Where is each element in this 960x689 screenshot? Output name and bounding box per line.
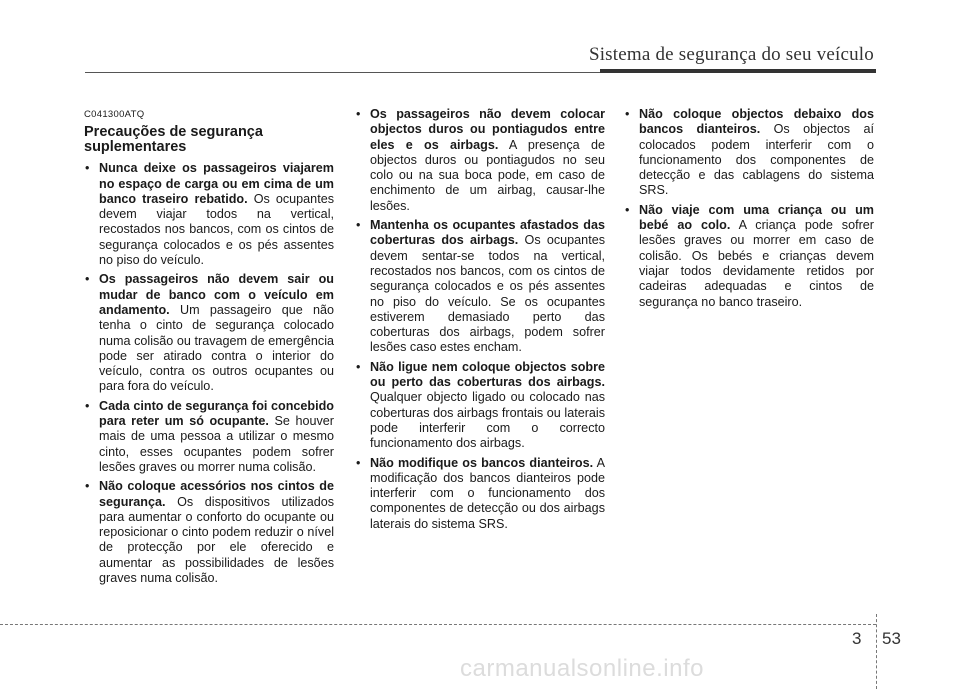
list-item (84, 479, 334, 586)
item-text: A modificação dos bancos dianteiros pode interferir com o funcionamento dos componentes de detecção ou dos airbags laterais do sistema SRS. (370, 455, 605, 531)
item-text: Os dispositivos utilizados para aumentar o conforto do ocupante ou reposicionar o cinto podem reduzir o nível de protecção por ele oferecido e aumentar as possibilidades de lesões graves numa colisão. (99, 494, 334, 586)
page-number: 53 (882, 629, 901, 648)
watermark: carmanualsonline.info (460, 655, 704, 682)
column-1 (84, 107, 334, 590)
header-title: Sistema de segurança do seu veículo (588, 44, 874, 65)
header-rule (85, 72, 605, 73)
item-text: A presença de objectos duros ou pontiagudos no seu colo ou na sua boca pode, em caso de enchimento de um airbag, causar-lhe lesões. (370, 137, 605, 213)
item-text: Qualquer objecto ligado ou colocado nas coberturas dos airbags frontais ou laterais pode interferir com o correcto funcionamento dos airbags. (370, 390, 605, 451)
item-bold: Mantenha os ocupantes afastados das coberturas dos airbags. (370, 218, 605, 248)
list-item (84, 161, 334, 268)
item-text: Um passageiro que não tenha o cinto de segurança colocado numa colisão ou travagem de emergência pode ser atirado contra o interior do veículo, contra os outros ocupantes ou para fora do veículo. (99, 302, 335, 394)
item-bold: Não viaje com uma criança ou um bebé ao colo. (639, 202, 874, 233)
item-text: Os ocupantes devem sentar-se todos na vertical, recostados nos bancos, com os cintos de segurança colocados e os pés assentes no piso do veículo. Se os ocupantes estiverem demasiado perto das coberturas dos airbags, podem sofrer lesões caso estes encham. (370, 233, 605, 355)
column-2 (355, 107, 605, 536)
item-text: A criança pode sofrer lesões graves ou morrer em caso de colisão. Os bebés e crianças devem viajar todos devidamente retidos por cadeiras adequadas e cintos de segurança no banco traseiro. (639, 218, 874, 309)
item-bold: Cada cinto de segurança foi concebido para reter um só ocupante. (99, 398, 334, 429)
bullet-icon: • (356, 218, 361, 233)
item-text: Os objectos aí colocados podem interferir com o funcionamento dos componentes de detecção e das cablagens do sistema SRS. (639, 122, 874, 198)
item-bold: Os passageiros não devem colocar objectos duros ou pontiagudos entre eles e os airbags. (370, 107, 605, 152)
footer-divider (876, 614, 877, 689)
bullet-icon: • (625, 202, 630, 217)
bullet-icon: • (85, 479, 90, 494)
list-item (624, 203, 874, 310)
header-rule-accent (600, 69, 876, 73)
item-text: Os ocupantes devem viajar todos na vertical, recostados nos bancos, com os cintos de segurança colocados e os pés assentes no piso do veículo. (99, 191, 334, 268)
bullet-icon: • (85, 161, 90, 176)
bullet-icon: • (356, 107, 361, 121)
bullet-icon: • (625, 107, 630, 121)
list-item (84, 399, 334, 475)
section-code: C041300ATQ (84, 109, 145, 120)
item-bold: Não coloque acessórios nos cintos de segurança. (99, 479, 334, 509)
item-bold: Não modifique os bancos dianteiros. (370, 455, 594, 470)
list-item (355, 360, 605, 452)
column-3 (624, 107, 874, 314)
item-text: Se houver mais de uma pessoa a utilizar o mesmo cinto, esses ocupantes podem sofrer lesões graves ou morrer numa colisão. (99, 414, 334, 474)
item-bold: Não coloque objectos debaixo dos bancos dianteiros. (639, 107, 874, 137)
section-title: Precauções de segurança suplementares (84, 124, 263, 156)
item-bold: Os passageiros não devem sair ou mudar de banco com o veículo em andamento. (99, 272, 334, 317)
section-number: 3 (852, 629, 862, 648)
footer-rule (0, 624, 876, 625)
list-item (624, 107, 874, 199)
bullet-icon: • (85, 398, 90, 413)
bullet-icon: • (356, 359, 361, 374)
list-item (355, 456, 605, 532)
list-item (355, 218, 605, 356)
bullet-icon: • (85, 272, 90, 287)
bullet-icon: • (356, 455, 361, 470)
list-item (84, 272, 334, 394)
item-bold: Nunca deixe os passageiros viajarem no espaço de carga ou em cima de um banco traseiro rebatido. (99, 161, 334, 206)
item-bold: Não ligue nem coloque objectos sobre ou perto das coberturas dos airbags. (370, 359, 605, 390)
list-item (355, 107, 605, 214)
